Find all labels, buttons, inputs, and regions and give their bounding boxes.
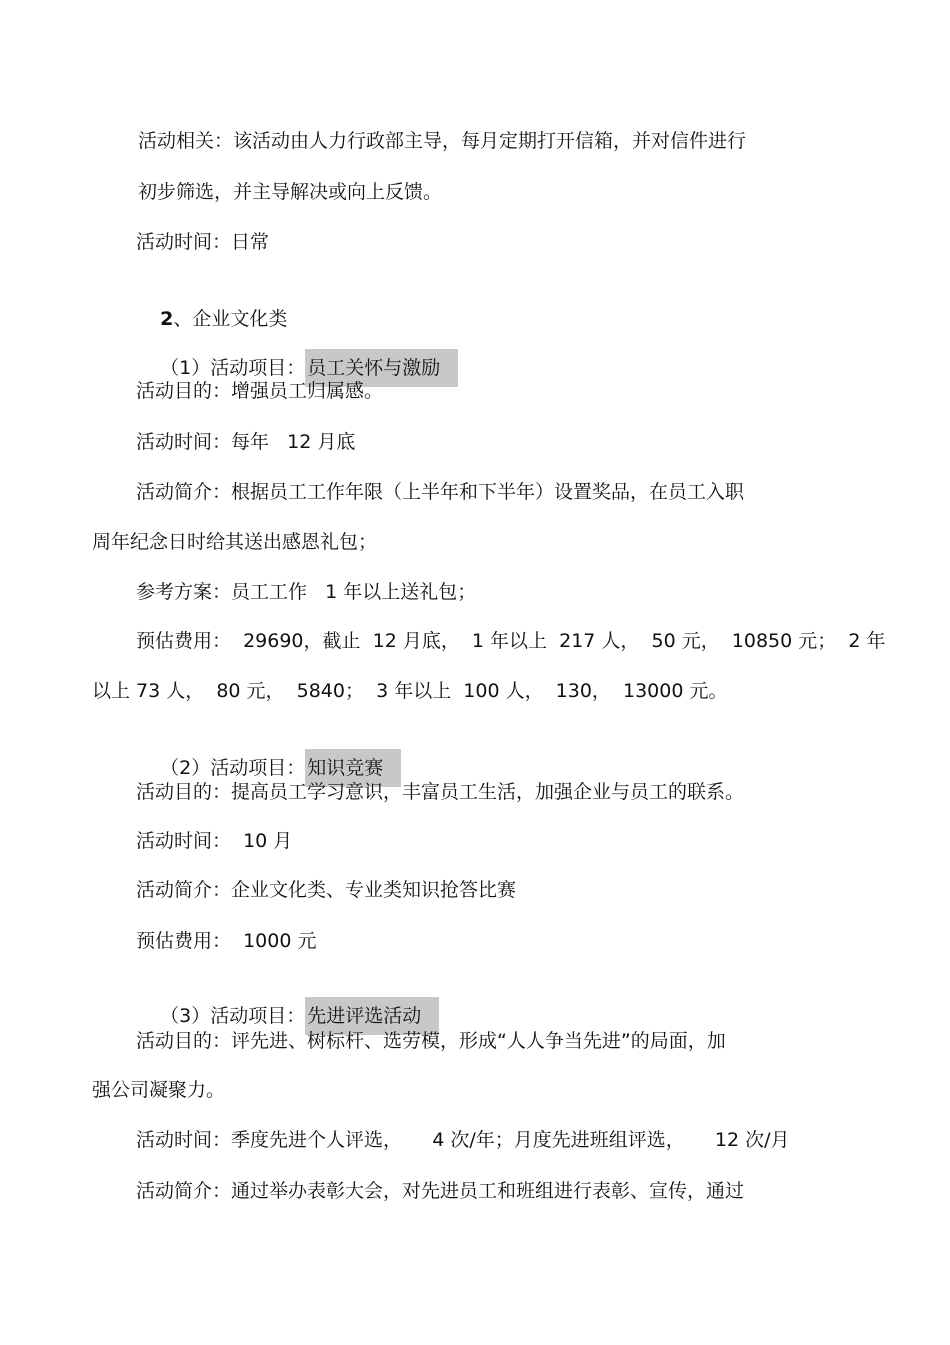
paragraph-line: 参考方案：员工工作 1 年以上送礼包；	[136, 581, 477, 603]
highlighted-item-name: 员工关怀与激励	[305, 349, 458, 387]
paragraph-line: 活动时间：季度先进个人评选， 4 次/年；月度先进班组评选， 12 次/月	[136, 1129, 790, 1151]
paragraph-line: 初步筛选，并主导解决或向上反馈。	[138, 181, 443, 203]
paragraph-line: 活动目的：评先进、树标杆、选劳模，形成“人人争当先进”的局面，加	[136, 1030, 726, 1052]
paragraph-line: 活动目的：增强员工归属感。	[136, 380, 384, 402]
highlighted-item-name: 知识竞赛	[305, 749, 401, 787]
paragraph-line: 预估费用： 29690，截止 12 月底， 1 年以上 217 人， 50 元， 10850 元； 2 年	[136, 630, 886, 652]
paragraph-line: 活动时间： 10 月	[136, 830, 293, 852]
paragraph-line: 活动时间：日常	[136, 231, 270, 253]
item-prefix: （2）活动项目：	[160, 757, 306, 779]
paragraph-line: 活动目的：提高员工学习意识，丰富员工生活，加强企业与员工的联系。	[136, 781, 745, 803]
paragraph-line: 活动简介：企业文化类、专业类知识抢答比赛	[136, 879, 517, 901]
paragraph-line: 预估费用： 1000 元	[136, 930, 317, 952]
paragraph-line: 周年纪念日时给其送出感恩礼包；	[92, 531, 378, 553]
section-title: 、企业文化类	[173, 308, 288, 330]
item-prefix: （1）活动项目：	[160, 357, 306, 379]
highlighted-item-name: 先进评选活动	[305, 997, 439, 1035]
paragraph-line: 强公司凝聚力。	[92, 1079, 226, 1101]
paragraph-line: 活动时间：每年 12 月底	[136, 431, 356, 453]
paragraph-line: 活动简介：通过举办表彰大会，对先进员工和班组进行表彰、宣传，通过	[136, 1180, 745, 1202]
paragraph-line: 活动简介：根据员工工作年限（上半年和下半年）设置奖品，在员工入职	[136, 481, 745, 503]
paragraph-line: 活动相关：该活动由人力行政部主导，每月定期打开信箱，并对信件进行	[138, 130, 747, 152]
section-number: 2	[160, 308, 174, 330]
item-prefix: （3）活动项目：	[160, 1005, 306, 1027]
paragraph-line: 以上 73 人， 80 元， 5840； 3 年以上 100 人， 130， 13000 元。	[92, 680, 728, 702]
